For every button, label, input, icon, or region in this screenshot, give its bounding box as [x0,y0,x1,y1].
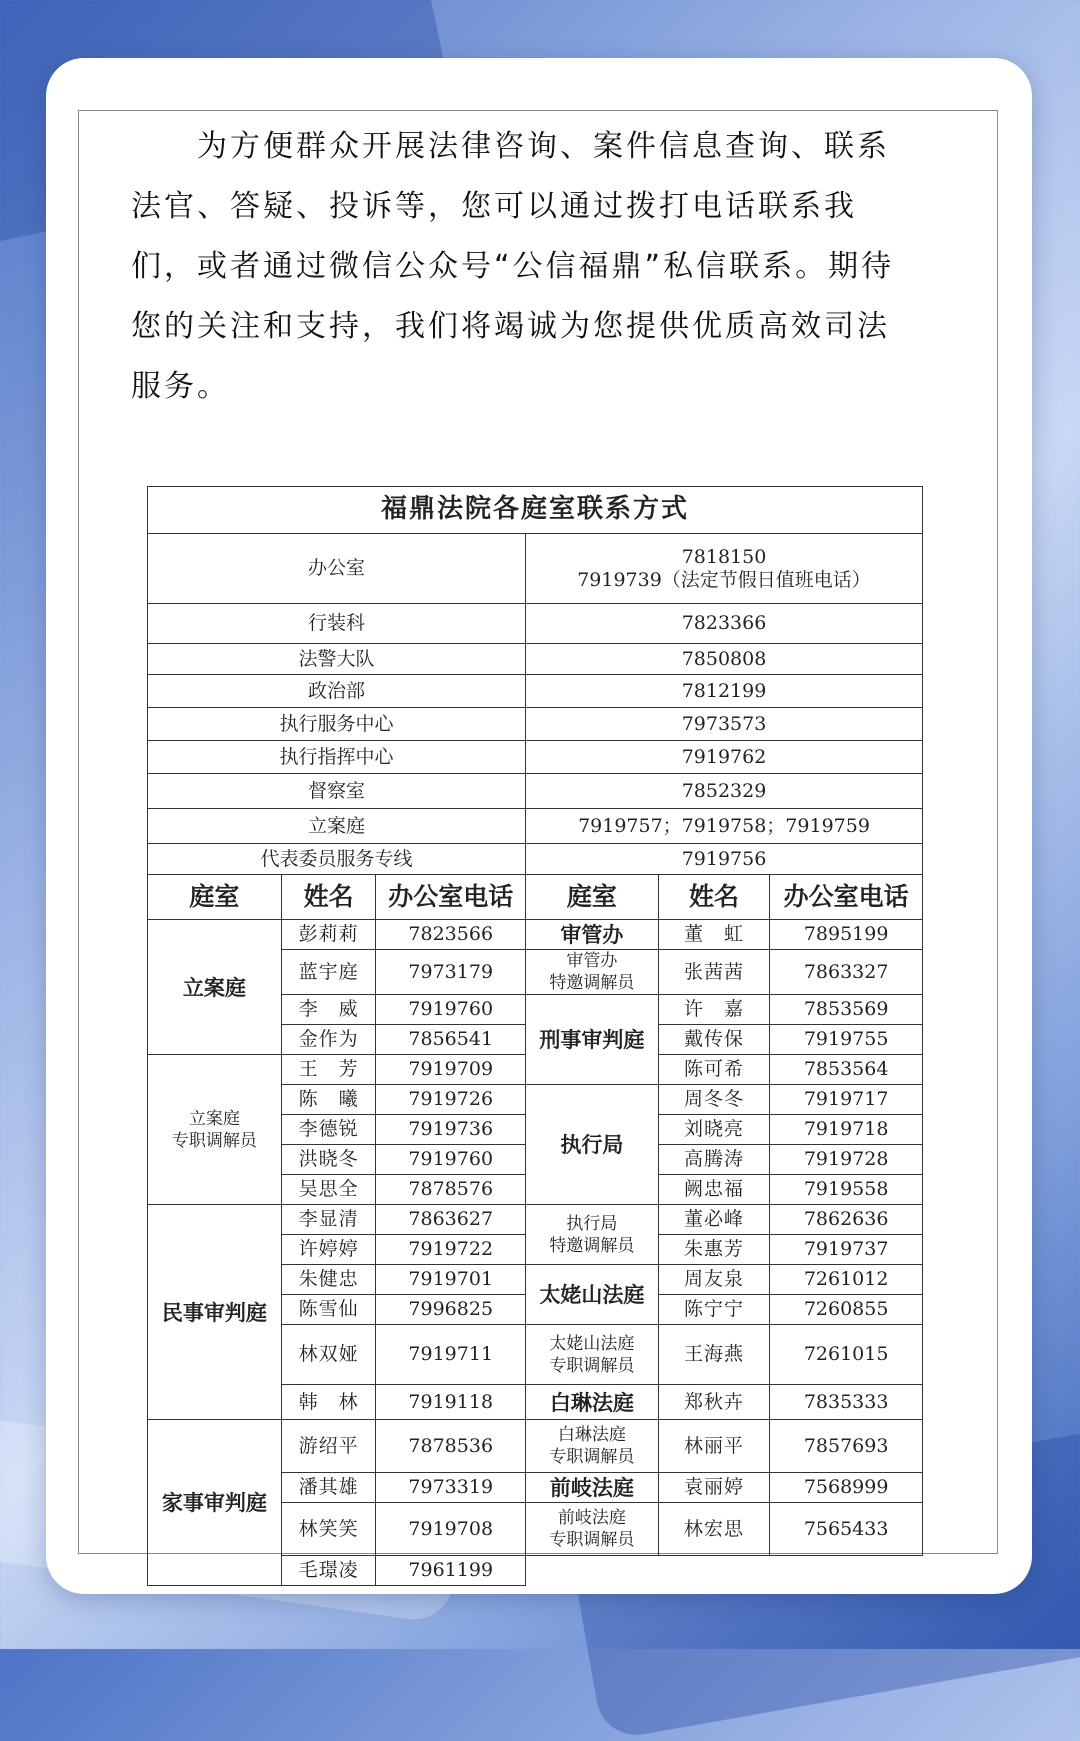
staff-name: 刘晓亮 [658,1115,770,1145]
table-row [148,920,923,950]
office-name: 立案庭 [148,809,526,844]
staff-phone: 7853564 [770,1055,923,1085]
staff-name: 郑秋卉 [658,1385,770,1420]
staff-name: 董必峰 [658,1205,770,1235]
table-row [148,774,923,809]
office-name: 执行服务中心 [148,708,526,741]
table-row [148,1420,923,1473]
staff-name: 许婷婷 [281,1235,376,1265]
staff-phone: 7973179 [376,950,526,995]
staff-name: 袁丽婷 [658,1473,770,1503]
dept-bailin: 白琳法庭 [526,1385,659,1420]
staff-phone: 7835333 [770,1385,923,1420]
office-phone: 7919762 [526,741,923,774]
office-phone: 7919756 [526,844,923,875]
dept-tailaoshan: 太姥山法庭 [526,1265,659,1325]
staff-name: 王 芳 [281,1055,376,1085]
table-row [148,675,923,708]
empty-cell [526,1556,923,1586]
staff-phone: 7857693 [770,1420,923,1473]
intro-paragraph: 为方便群众开展法律咨询、案件信息查询、联系法官、答疑、投诉等，您可以通过拨打电话联系我们，或者通过微信公众号“公信福鼎”私信联系。期待您的关注和支持，我们将竭诚为您提供优质高效司法服务。 [131,129,895,404]
office-phone: 7823366 [526,604,923,644]
staff-phone: 7919701 [376,1265,526,1295]
staff-phone: 7919736 [376,1115,526,1145]
staff-name: 陈 曦 [281,1085,376,1115]
staff-name: 张茜茜 [658,950,770,995]
office-name: 办公室 [148,534,526,604]
staff-name: 彭莉莉 [281,920,376,950]
staff-phone: 7919755 [770,1025,923,1055]
office-phone: 7812199 [526,675,923,708]
table-row [148,708,923,741]
content-card [46,58,1032,1594]
staff-name: 韩 林 [281,1385,376,1420]
staff-phone: 7919760 [376,995,526,1025]
staff-phone: 7919717 [770,1085,923,1115]
dept-zhixing-mediator [526,1205,659,1265]
staff-name: 周友泉 [658,1265,770,1295]
office-phone-duty: 7919739（法定节假日值班电话） [577,568,871,591]
table-row [148,534,923,604]
table-row [148,809,923,844]
staff-phone: 7919558 [770,1175,923,1205]
staff-name: 李德锐 [281,1115,376,1145]
dept-lian-mediator [148,1055,282,1205]
dept-minshi: 民事审判庭 [148,1205,282,1420]
staff-phone: 7856541 [376,1025,526,1055]
dept-label: 太姥山法庭 [549,1333,635,1354]
dept-label: 专职调解员 [549,1530,635,1551]
header-dept: 庭室 [526,875,659,920]
dept-label: 专职调解员 [549,1447,635,1468]
staff-phone: 7919722 [376,1235,526,1265]
staff-name: 林丽平 [658,1420,770,1473]
office-name: 代表委员服务专线 [148,844,526,875]
office-phone-main: 7818150 [681,545,767,568]
staff-name: 戴传保 [658,1025,770,1055]
dept-label: 专职调解员 [171,1130,257,1151]
dept-label: 专职调解员 [549,1355,635,1376]
dept-qianqi: 前岐法庭 [526,1473,659,1503]
dept-label: 立案庭 [188,1108,240,1129]
dept-jiashi: 家事审判庭 [148,1420,282,1586]
staff-name: 朱健忠 [281,1265,376,1295]
staff-name: 潘其雄 [281,1473,376,1503]
office-name: 行装科 [148,604,526,644]
staff-phone: 7973319 [376,1473,526,1503]
table-row [148,1205,923,1235]
dept-label: 特邀调解员 [549,973,635,994]
staff-phone: 7823566 [376,920,526,950]
staff-phone: 7919708 [376,1503,526,1556]
staff-name: 洪晓冬 [281,1145,376,1175]
staff-phone: 7919709 [376,1055,526,1085]
office-name: 法警大队 [148,644,526,675]
staff-phone: 7862636 [770,1205,923,1235]
staff-name: 李显清 [281,1205,376,1235]
staff-name: 林宏思 [658,1503,770,1556]
staff-phone: 7568999 [770,1473,923,1503]
staff-name: 董 虹 [658,920,770,950]
dept-shenguan: 审管办 [526,920,659,950]
staff-name: 李 威 [281,995,376,1025]
staff-name: 林双娅 [281,1325,376,1385]
dept-shenguan-mediator [526,950,659,995]
dept-label: 白琳法庭 [557,1425,626,1446]
staff-name: 陈雪仙 [281,1295,376,1325]
dept-tailaoshan-mediator [526,1325,659,1385]
staff-name: 朱惠芳 [658,1235,770,1265]
dept-label: 特邀调解员 [549,1235,635,1256]
contact-table [147,486,923,1586]
staff-phone: 7996825 [376,1295,526,1325]
staff-name: 王海燕 [658,1325,770,1385]
staff-name: 毛璟凌 [281,1556,376,1586]
header-name: 姓名 [658,875,770,920]
staff-name: 高腾涛 [658,1145,770,1175]
dept-bailin-mediator [526,1420,659,1473]
staff-phone: 7260855 [770,1295,923,1325]
staff-name: 林笑笑 [281,1503,376,1556]
dept-xingshi: 刑事审判庭 [526,995,659,1085]
header-phone: 办公室电话 [376,875,526,920]
header-name: 姓名 [281,875,376,920]
table-row [148,604,923,644]
staff-phone: 7878576 [376,1175,526,1205]
table-row [148,844,923,875]
staff-name: 吴思全 [281,1175,376,1205]
staff-phone: 7863327 [770,950,923,995]
staff-phone: 7878536 [376,1420,526,1473]
office-phone: 7973573 [526,708,923,741]
table-row [148,741,923,774]
staff-name: 蓝宇庭 [281,950,376,995]
staff-name: 周冬冬 [658,1085,770,1115]
staff-phone: 7919726 [376,1085,526,1115]
header-dept: 庭室 [148,875,282,920]
header-phone: 办公室电话 [770,875,923,920]
office-name: 督察室 [148,774,526,809]
staff-phone: 7261015 [770,1325,923,1385]
staff-phone: 7961199 [376,1556,526,1586]
staff-name: 陈可希 [658,1055,770,1085]
table-row [148,644,923,675]
staff-name: 阙忠福 [658,1175,770,1205]
table-header-row [148,875,923,920]
dept-label: 执行局 [566,1213,618,1234]
staff-phone: 7863627 [376,1205,526,1235]
staff-phone: 7919760 [376,1145,526,1175]
dept-lian: 立案庭 [148,920,282,1055]
dept-zhixing: 执行局 [526,1085,659,1205]
staff-phone: 7261012 [770,1265,923,1295]
staff-phone: 7853569 [770,995,923,1025]
office-name: 政治部 [148,675,526,708]
staff-name: 游绍平 [281,1420,376,1473]
staff-phone: 7919711 [376,1325,526,1385]
staff-name: 金作为 [281,1025,376,1055]
staff-phone: 7919118 [376,1385,526,1420]
staff-phone: 7919728 [770,1145,923,1175]
office-phone: 7852329 [526,774,923,809]
office-phone: 7919757；7919758；7919759 [526,809,923,844]
dept-label: 审管办 [566,951,618,971]
dept-qianqi-mediator [526,1503,659,1556]
office-phone [526,534,923,604]
table-title: 福鼎法院各庭室联系方式 [148,487,923,534]
office-phone: 7850808 [526,644,923,675]
staff-phone: 7895199 [770,920,923,950]
dept-label: 前岐法庭 [557,1508,626,1529]
staff-phone: 7565433 [770,1503,923,1556]
staff-phone: 7919718 [770,1115,923,1145]
staff-name: 陈宁宁 [658,1295,770,1325]
staff-phone: 7919737 [770,1235,923,1265]
staff-name: 许 嘉 [658,995,770,1025]
document-frame [78,110,998,1582]
office-name: 执行指挥中心 [148,741,526,774]
